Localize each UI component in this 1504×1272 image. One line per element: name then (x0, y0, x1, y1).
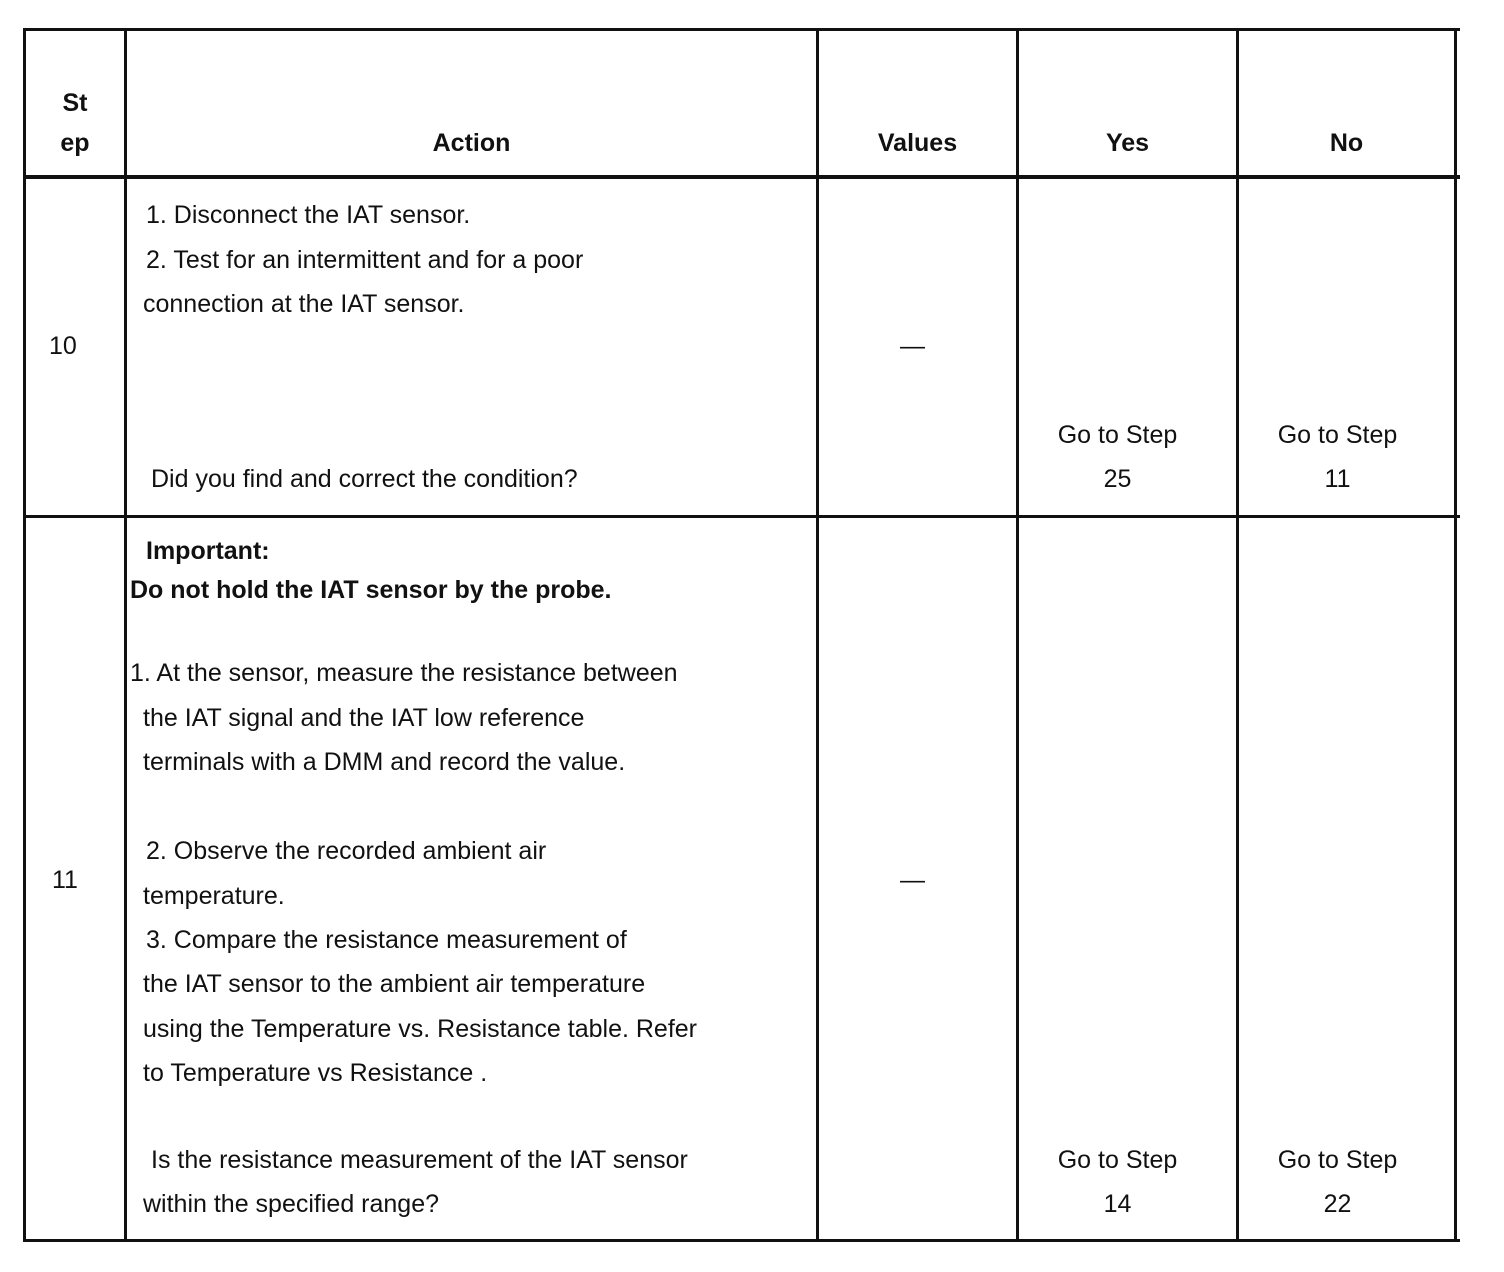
col-line-yes (1236, 28, 1239, 1242)
header-values: Values (877, 129, 958, 157)
header-step-line1: St (62, 89, 88, 117)
action-line: the IAT sensor to the ambient air temperature (143, 970, 646, 998)
header-yes: Yes (1105, 129, 1150, 157)
value-dash: — (900, 332, 925, 360)
action-line: temperature. (143, 882, 285, 910)
value-dash: — (900, 866, 925, 894)
step-number: 10 (49, 332, 77, 360)
yes-step-number: 14 (1103, 1190, 1132, 1218)
header-step-line2: ep (60, 129, 90, 157)
row-divider (23, 515, 1460, 518)
action-line: using the Temperature vs. Resistance table. Refer (143, 1015, 697, 1043)
no-go-to-step: Go to Step (1277, 1146, 1398, 1174)
no-step-number: 22 (1323, 1190, 1352, 1218)
step-number: 11 (52, 866, 78, 894)
no-step-number: 11 (1324, 465, 1351, 493)
col-line-action (816, 28, 819, 1242)
action-line: terminals with a DMM and record the value. (143, 748, 626, 776)
table-border-bottom (23, 1239, 1460, 1242)
action-question: Did you find and correct the condition? (151, 465, 578, 493)
action-line: 1. Disconnect the IAT sensor. (146, 201, 471, 229)
action-question: Is the resistance measurement of the IAT sensor (151, 1146, 688, 1174)
col-line-values (1016, 28, 1019, 1242)
action-line: connection at the IAT sensor. (143, 290, 465, 318)
yes-go-to-step: Go to Step (1057, 421, 1178, 449)
no-go-to-step: Go to Step (1277, 421, 1398, 449)
action-line: 1. At the sensor, measure the resistance between (130, 659, 678, 687)
header-no: No (1329, 129, 1364, 157)
action-line: the IAT signal and the IAT low reference (143, 704, 585, 732)
important-label: Important: (146, 537, 270, 565)
table-border-top (23, 28, 1460, 31)
important-text: Do not hold the IAT sensor by the probe. (130, 576, 612, 604)
col-line-left (23, 28, 26, 1242)
yes-step-number: 25 (1103, 465, 1132, 493)
col-line-step (124, 28, 127, 1242)
header-action: Action (432, 129, 511, 157)
action-line: 2. Observe the recorded ambient air (146, 837, 547, 865)
action-question: within the specified range? (143, 1190, 440, 1218)
yes-go-to-step: Go to Step (1057, 1146, 1178, 1174)
action-line: 3. Compare the resistance measurement of (146, 926, 627, 954)
header-divider (23, 175, 1460, 179)
action-line: to Temperature vs Resistance . (143, 1059, 488, 1087)
col-line-right (1454, 28, 1457, 1242)
action-line: 2. Test for an intermittent and for a poor (146, 246, 584, 274)
